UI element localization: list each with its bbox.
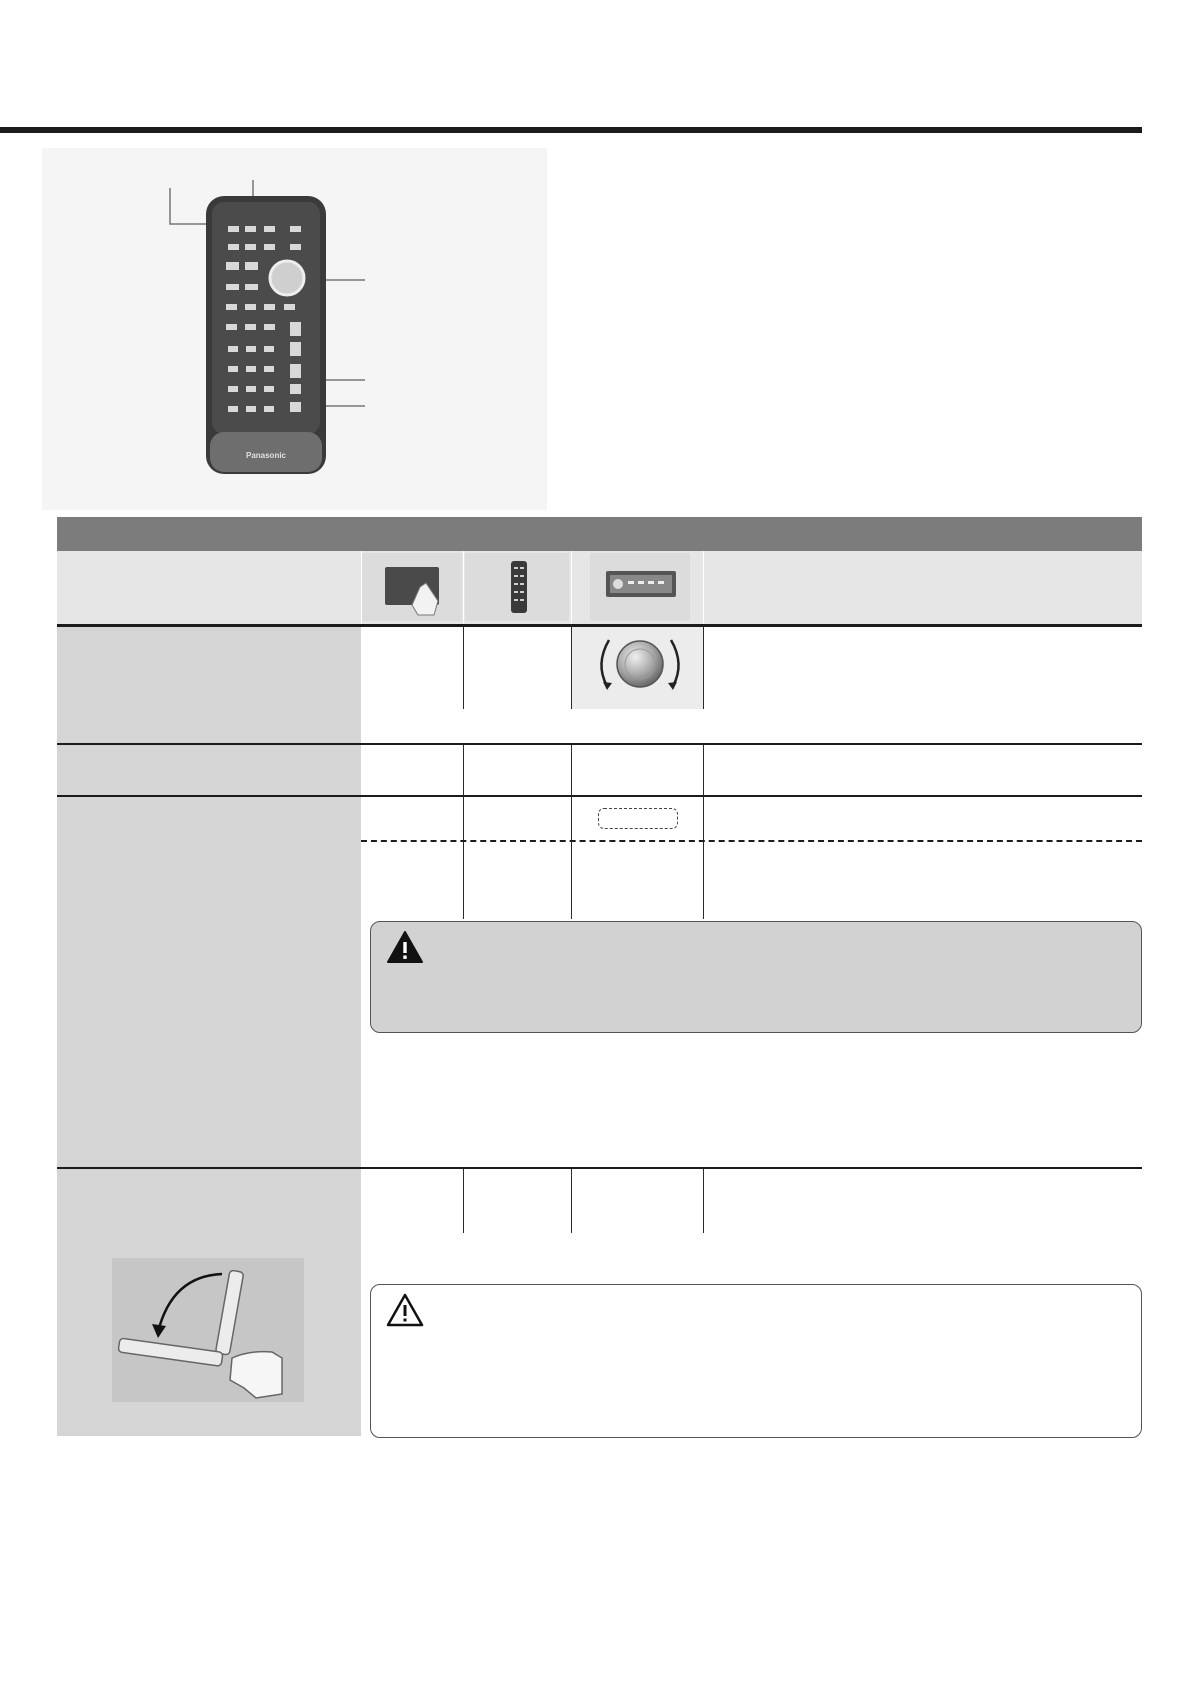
head-unit-icon (590, 553, 690, 621)
column-divider (703, 745, 704, 795)
remote-control-image (140, 170, 380, 490)
column-divider (703, 627, 704, 709)
touch-screen-icon (362, 553, 462, 621)
column-divider (571, 797, 572, 919)
warning-filled-icon (385, 929, 425, 965)
column-divider (571, 745, 572, 795)
table-header-bar (57, 517, 1142, 551)
column-divider (463, 1169, 464, 1233)
column-divider (463, 627, 464, 709)
remote-control-icon (465, 553, 569, 621)
column-divider (571, 1169, 572, 1233)
column-divider (571, 551, 572, 624)
column-divider (463, 745, 464, 795)
column-divider (703, 797, 704, 919)
column-divider (703, 1169, 704, 1233)
caution-box (370, 921, 1142, 1033)
dashed-row-divider (361, 840, 1142, 842)
volume-knob-icon (585, 624, 695, 704)
column-divider (463, 797, 464, 919)
dashed-key-outline (598, 808, 678, 829)
remote-brand-text: Panasonic (245, 451, 287, 460)
warning-outline-icon (385, 1292, 425, 1328)
caution-box-outline (370, 1284, 1142, 1438)
row-label-cell (57, 797, 361, 1167)
row-label-cell (57, 745, 361, 795)
row-label-cell (57, 627, 361, 743)
top-rule (0, 127, 1142, 133)
monitor-tilt-image (112, 1258, 304, 1402)
column-divider (703, 551, 704, 624)
column-divider (463, 551, 464, 624)
